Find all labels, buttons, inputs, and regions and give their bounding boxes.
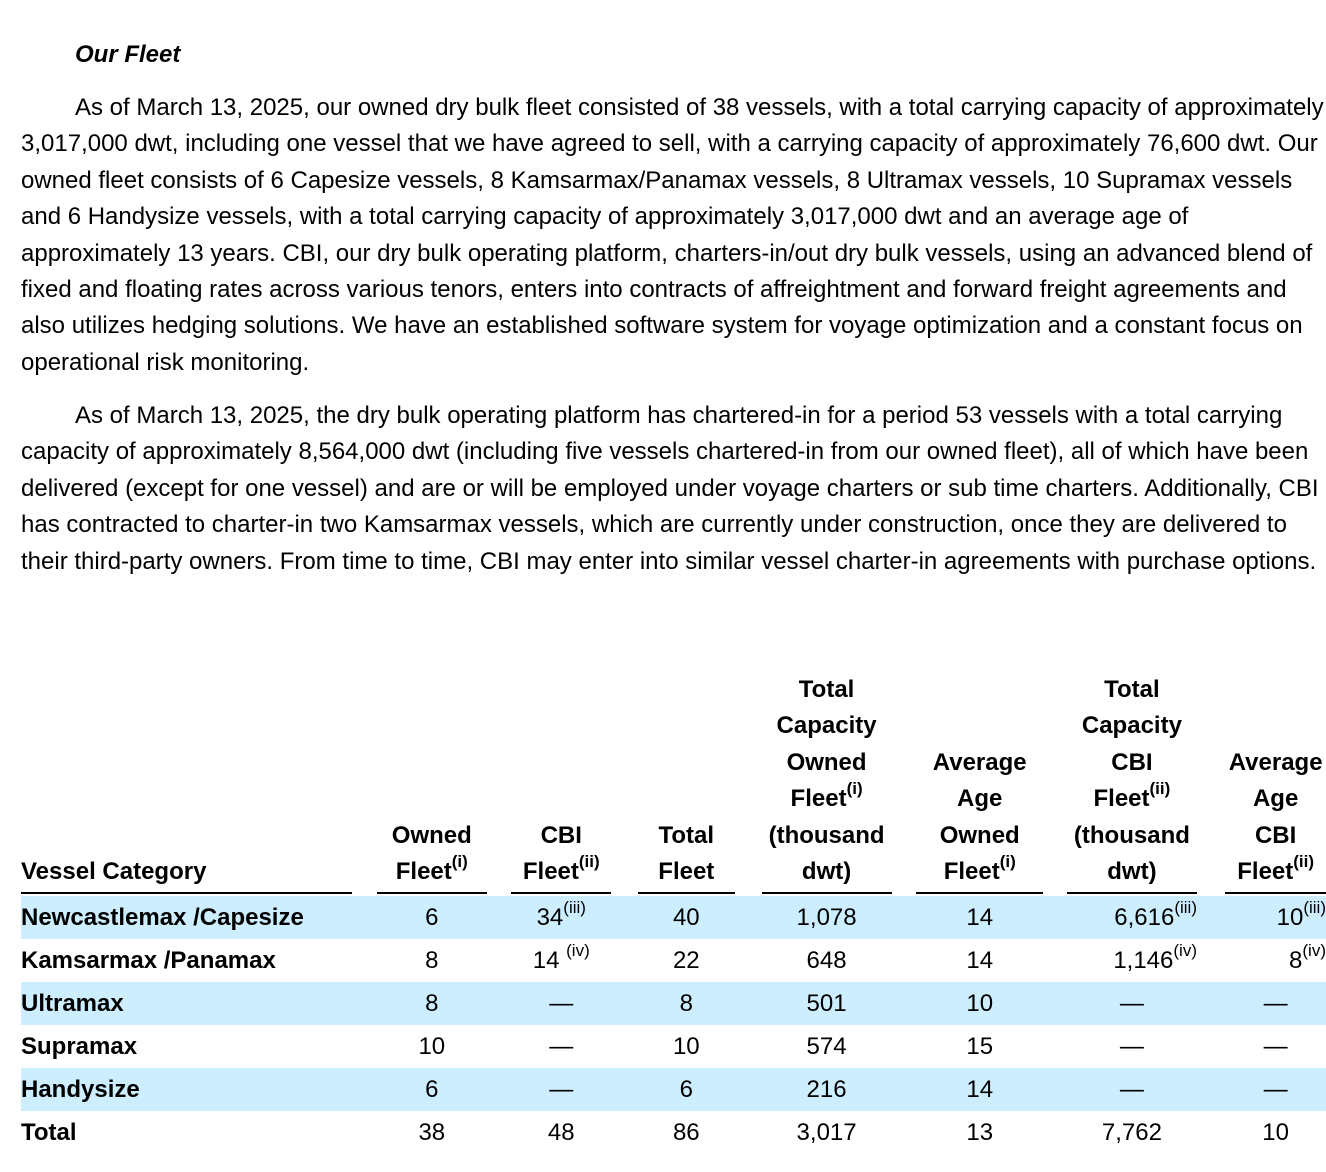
cell-capacity-cbi: — (1067, 1068, 1197, 1111)
cell-capacity-cbi: 6,616$^{(iii)}$ (1067, 896, 1197, 939)
cell-owned: 38 (418, 1119, 446, 1147)
cell-age-cbi: 10$^{(iii)}$ (1225, 896, 1326, 939)
table-row (21, 1068, 1326, 1111)
cell-capacity-cbi: — (1119, 1033, 1144, 1061)
cell-cbi: 48 (547, 1119, 575, 1147)
cell-age-cbi: — (1225, 1068, 1326, 1111)
cell-total: 10 (672, 1033, 700, 1061)
cell-age-owned: 13 (966, 1119, 994, 1147)
header-age-cbi: Average Age CBI Fleet$^{(ii)}$ (1225, 672, 1326, 896)
cell-cbi: — (511, 1068, 611, 1111)
cell-owned: 8 (425, 947, 439, 975)
header-vessel-category: Vessel Category (21, 672, 352, 896)
cell-cbi: — (511, 982, 611, 1025)
fleet-paragraph-1: As of March 13, 2025, our owned dry bulk fleet consisted of 38 vessels, with a total carrying capacity of approximately 3,017,000 dwt, including one vessel that we have agreed to sell, with a carrying capacity of approximately 76,600 dwt. Our owned fleet consists of 6 Capesize vessels, 8 Kamsarmax/Panamax vessels, 8 Ultramax vessels, 10 Supramax vessels and 6 Handysize vessels, with a total carrying capacity of approximately 3,017,000 dwt and an average age of approximately 13 years. CBI, our dry bulk operating platform, charters-in/out dry bulk vessels, using an advanced blend of fixed and floating rates across various tenors, enters into contracts of affreightment and forward freight agreements and also utilizes hedging solutions. We have an established software system for voyage optimization and a constant focus on operational risk monitoring. (21, 94, 1324, 376)
cell-age-owned: 14 (916, 896, 1043, 939)
cell-category: Kamsarmax /Panamax (21, 947, 276, 975)
cell-cbi: — (549, 1033, 574, 1061)
header-owned-fleet: Owned Fleet$^{(i)}$ (377, 672, 487, 896)
cell-total: 40 (638, 896, 736, 939)
cell-age-owned: 15 (966, 1033, 994, 1061)
cell-age-cbi: 8$^{(iv)}$ (1289, 941, 1326, 975)
cell-owned: 6 (377, 896, 487, 939)
table-total-row (21, 1111, 1326, 1154)
fleet-table (21, 672, 1326, 1154)
cell-capacity-owned: 501 (762, 982, 892, 1025)
cell-total: 8 (638, 982, 736, 1025)
cell-total: 22 (672, 947, 700, 975)
cell-age-cbi: — (1225, 982, 1326, 1025)
table-row (21, 939, 1326, 982)
cell-owned: 6 (377, 1068, 487, 1111)
cell-capacity-owned: 1,078 (762, 896, 892, 939)
cell-category: Total (21, 1119, 77, 1147)
section-heading: Our Fleet (75, 41, 181, 68)
cell-age-owned: 14 (966, 947, 994, 975)
header-capacity-cbi: Total Capacity CBI Fleet$^{(ii)}$ (thousand dwt) (1067, 672, 1197, 896)
cell-capacity-cbi: — (1067, 982, 1197, 1025)
cell-owned: 10 (418, 1033, 446, 1061)
cell-category: Handysize (21, 1068, 352, 1111)
cell-age-owned: 14 (916, 1068, 1043, 1111)
cell-category: Newcastlemax /Capesize (21, 896, 352, 939)
cell-age-cbi: — (1263, 1033, 1288, 1061)
header-capacity-owned: Total Capacity Owned Fleet$^{(i)}$ (thousand dwt) (762, 672, 892, 896)
cell-cbi: 34$^{(iii)}$ (511, 896, 611, 939)
cell-capacity-cbi: 1,146$^{(iv)}$ (1113, 941, 1197, 975)
cell-capacity-owned: 648 (806, 947, 847, 975)
header-age-owned: Average Age Owned Fleet$^{(i)}$ (916, 672, 1043, 896)
cell-capacity-owned: 574 (806, 1033, 847, 1061)
cell-age-owned: 10 (916, 982, 1043, 1025)
cell-total: 6 (638, 1068, 736, 1111)
table-row (21, 982, 1326, 1025)
cell-category: Supramax (21, 1033, 138, 1061)
table-header-row (21, 672, 1326, 896)
cell-capacity-cbi: 7,762 (1101, 1119, 1162, 1147)
header-total-fleet: Total Fleet (638, 672, 736, 896)
cell-total: 86 (672, 1119, 700, 1147)
header-cbi-fleet: CBI Fleet$^{(ii)}$ (511, 672, 611, 896)
cell-cbi: 14 $^{(iv)}$ (532, 941, 590, 975)
cell-age-cbi: 10 (1262, 1119, 1289, 1147)
cell-category: Ultramax (21, 982, 352, 1025)
cell-capacity-owned: 3,017 (796, 1119, 857, 1147)
table-row (21, 1025, 1326, 1068)
cell-owned: 8 (377, 982, 487, 1025)
table-row (21, 896, 1326, 939)
cell-capacity-owned: 216 (762, 1068, 892, 1111)
fleet-paragraph-2: As of March 13, 2025, the dry bulk operating platform has chartered-in for a period 53 vessels with a total carrying capacity of approximately 8,564,000 dwt (including five vessels chartered-in from our owned fleet), all of which have been delivered (except for one vessel) and are or will be employed under voyage charters or sub time charters. Additionally, CBI has contracted to charter-in two Kamsarmax vessels, which are currently under construction, once they are delivered to their third-party owners. From time to time, CBI may enter into similar vessel charter-in agreements with purchase options. (21, 402, 1319, 575)
